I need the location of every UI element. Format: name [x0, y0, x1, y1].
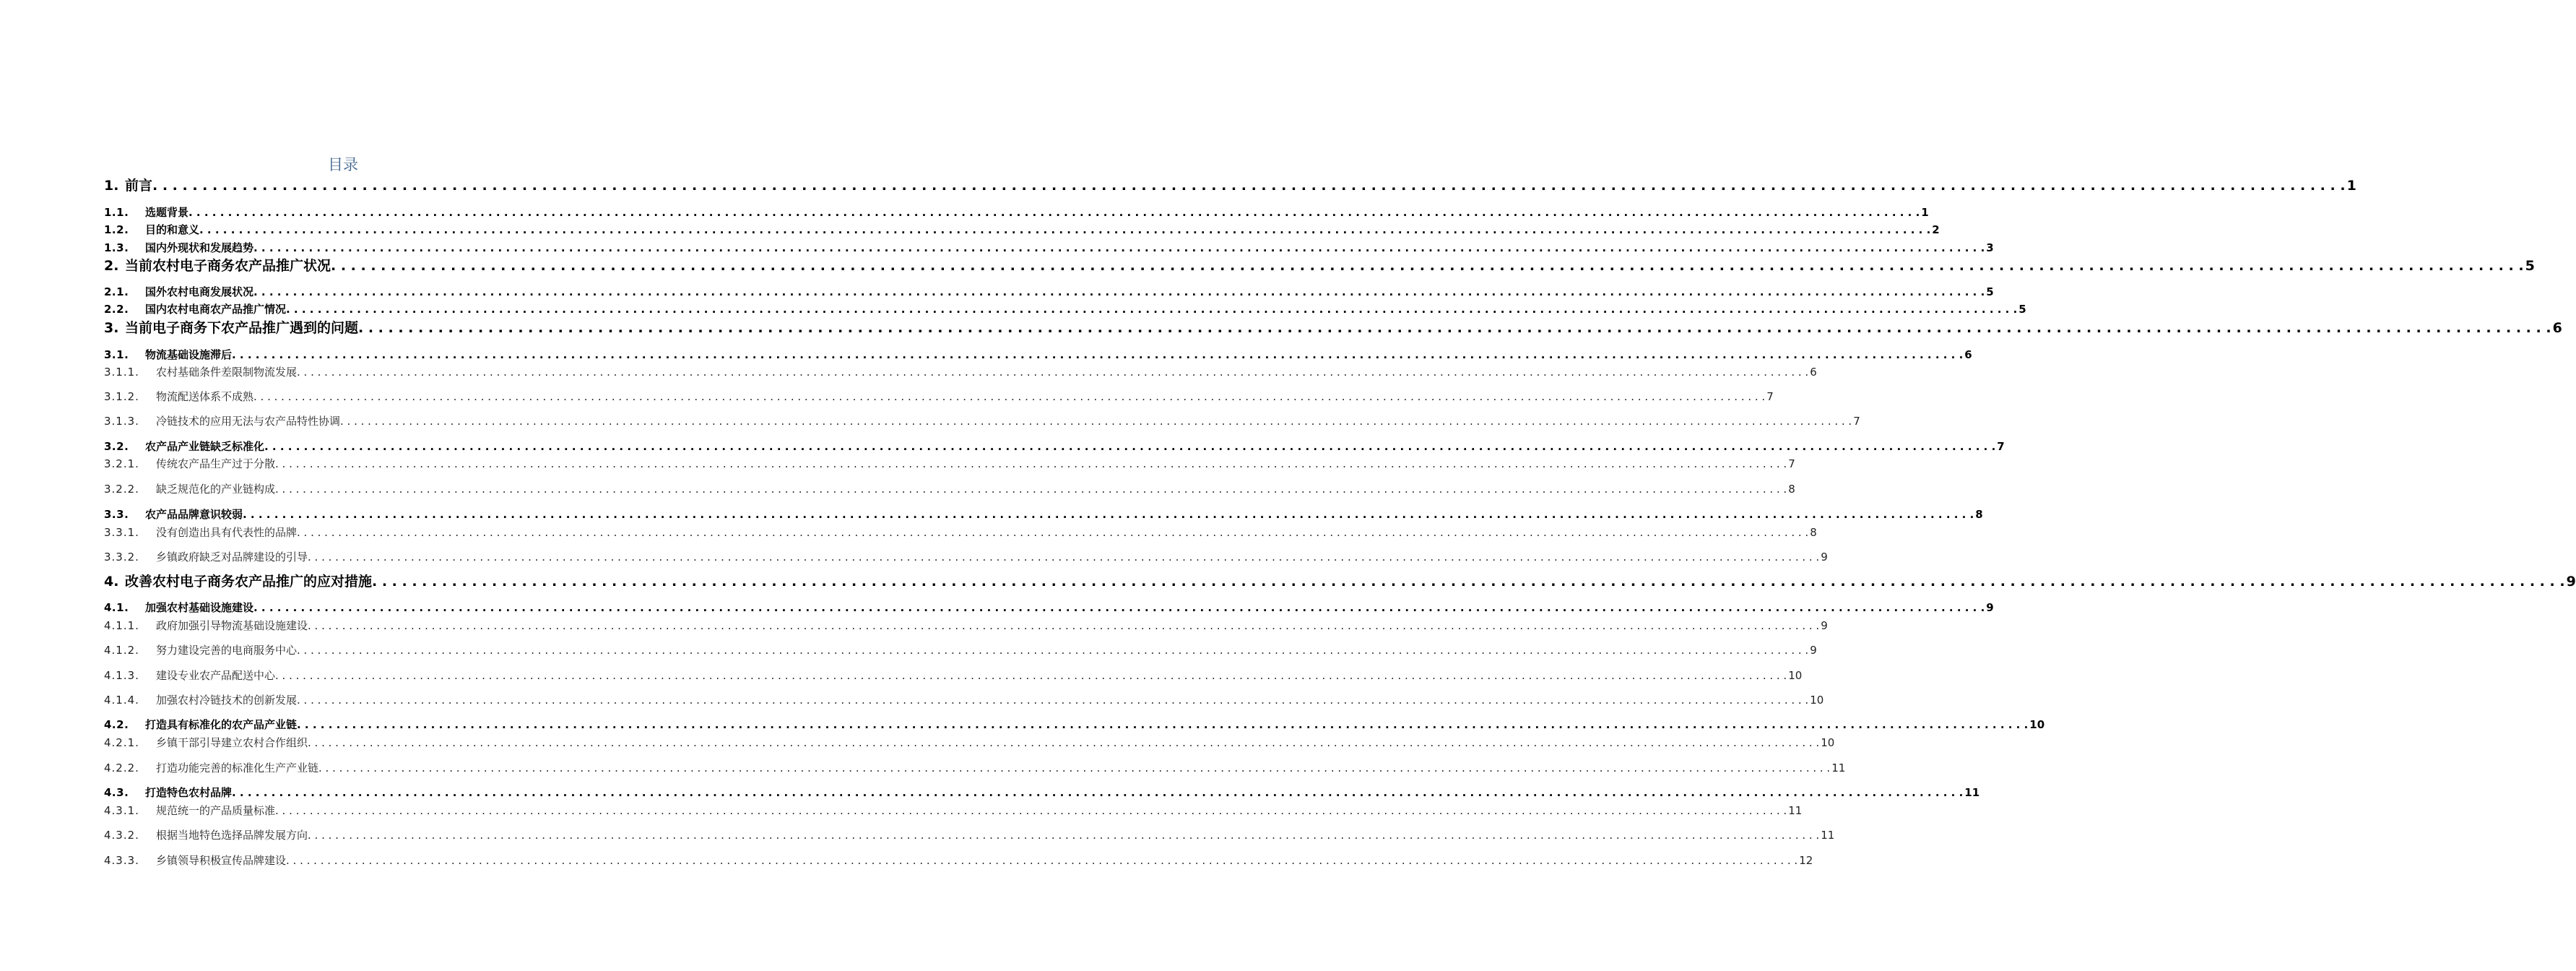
toc-dot-leader: . . . . . . . . . . . . . . . . . . . . . . . . . . . . . . . . . . . . . . . . . . . . . . . . . . . . . . . . . . . . . . . . . . . . . . . . . . . . . . . . . . . . . . . . . . . . . . . . . . . . . . . . . . . . . . . . . . . . . . . . . . . . . . . . . . . . . . . . . . . . . . . . . . . . . . . . . . . . . . . . . . . . . . . . . . . . . . . . . . . . . . . . . . . . . . . . . . . . . . . . . . . . . . . . . . . . . . . . . . . .: [297, 718, 2029, 731]
toc-entry-page: 6: [1964, 348, 1972, 361]
toc-entry-number: 4.3.1.: [104, 804, 139, 817]
toc-entry-title: 乡镇干部引导建立农村合作组织: [156, 736, 308, 749]
toc-dot-leader: . . . . . . . . . . . . . . . . . . . . . . . . . . . . . . . . . . . . . . . . . . . . . . . . . . . . . . . . . . . . . . . . . . . . . . . . . . . . . . . . . . . . . . . . . . . . . . . . . . . . . . . . . . . . . . . . . . . . . . . . . . . . . . . . . . . . . . . . . . . . . . . . . . . . . . . . . . . . . . . . . . . . . . . . . . . . . . . . . . . . . . . . . . . . . . . . . . . . . . . . . . . . . . . . . . . . . . . . . . . .: [308, 551, 1820, 564]
toc-entry-title: 加强农村基础设施建设: [145, 601, 254, 614]
toc-entry-number: 3.2.: [104, 440, 129, 453]
toc-entry-title: 改善农村电子商务农产品推广的应对措施: [125, 574, 373, 590]
toc-entry-page: 7: [1997, 440, 2005, 453]
toc-entry[interactable]: [104, 717, 2045, 732]
toc-dot-leader: . . . . . . . . . . . . . . . . . . . . . . . . . . . . . . . . . . . . . . . . . . . . . . . . . . . . . . . . . . . . . . . . . . . . . . . . . . . . . . . . . . . . . . . . . . . . . . . . . . . . . . . . . . . . . . . . . . . . . . . . . . . . . . . . . . . . . . . . . . . . . . . . . . . . . . . . . . . . . . . . . . . . . . . . . . . . . . . . . . . . . . . . . . . . . . . . . . . . . . . . . . . . . . . . . . . . . . . . . . . .: [286, 854, 1798, 867]
toc-entry-title: 规范统一的产品质量标准: [156, 804, 276, 817]
toc-dot-leader: . . . . . . . . . . . . . . . . . . . . . . . . . . . . . . . . . . . . . . . . . . . . . . . . . . . . . . . . . . . . . . . . . . . . . . . . . . . . . . . . . . . . . . . . . . . . . . . . . . . . . . . . . . . . . . . . . . . . . . . . . . . . . . . . . . . . . . . . . . . . . . . . . . . . . . . . . . . . . . . . . . . . . . . . . . . . . . . . . . . . . . . . . . . . . . . . . . . . . . . . . . . . . . . . . . . . . . . . . . . .: [188, 206, 1920, 219]
toc-dot-leader: . . . . . . . . . . . . . . . . . . . . . . . . . . . . . . . . . . . . . . . . . . . . . . . . . . . . . . . . . . . . . . . . . . . . . . . . . . . . . . . . . . . . . . . . . . . . . . . . . . . . . . . . . . . . . . . . . . . . . . . . . . . . . . . . . . . . . . . . . . . . . . . . . . . . . . . . . . . . . . . . . . . . . . . . . . . . . . . . . . . . . . . . . . . . . . . . . . . . . . . . . . . . . . . . . . . . . . . . . . . .: [297, 694, 1809, 707]
toc-entry-number: 1.: [104, 178, 119, 194]
toc-entry[interactable]: [104, 600, 1994, 615]
toc-dot-leader: . . . . . . . . . . . . . . . . . . . . . . . . . . . . . . . . . . . . . . . . . . . . . . . . . . . . . . . . . . . . . . . . . . . . . . . . . . . . . . . . . . . . . . . . . . . . . . . . . . . . . . . . . . . . . . . . . . . . . . . . . . . . . . . . . . . . . . . . . . . . . . . . . . . . . . . . . . . . . . . . . . . . . . . . . . . . . . . . . . . . . . . . . . . . . . . . . . . . . . . . . . . . . . . . . . . . . . . . . . . .: [152, 178, 2346, 194]
toc-entry[interactable]: [104, 241, 1994, 255]
toc-entry[interactable]: [104, 319, 2562, 337]
toc-entry-page: 6: [2552, 320, 2562, 336]
toc-entry-title: 选题背景: [145, 206, 189, 219]
toc-entry-number: 2.: [104, 258, 119, 274]
toc-entry-title: 国内外现状和发展趋势: [145, 241, 254, 254]
toc-entry-number: 3.3.2.: [104, 551, 139, 564]
toc-entry-number: 3.1.2.: [104, 390, 139, 403]
toc-dot-leader: . . . . . . . . . . . . . . . . . . . . . . . . . . . . . . . . . . . . . . . . . . . . . . . . . . . . . . . . . . . . . . . . . . . . . . . . . . . . . . . . . . . . . . . . . . . . . . . . . . . . . . . . . . . . . . . . . . . . . . . . . . . . . . . . . . . . . . . . . . . . . . . . . . . . . . . . . . . . . . . . . . . . . . . . . . . . . . . . . . . . . . . . . . . . . . . . . . . . . . . . . . . . . . . . . . . . . . . . . . . .: [297, 644, 1809, 657]
toc-entry[interactable]: [104, 302, 2026, 316]
toc-entry-page: 2: [1932, 223, 1940, 236]
toc-entry-number: 4.3.: [104, 786, 129, 799]
toc-entry-page: 9: [1810, 644, 1817, 657]
toc-entry[interactable]: [104, 572, 2576, 591]
toc-entry-page: 11: [1821, 829, 1835, 842]
toc-entry[interactable]: [104, 785, 1980, 800]
toc-dot-leader: . . . . . . . . . . . . . . . . . . . . . . . . . . . . . . . . . . . . . . . . . . . . . . . . . . . . . . . . . . . . . . . . . . . . . . . . . . . . . . . . . . . . . . . . . . . . . . . . . . . . . . . . . . . . . . . . . . . . . . . . . . . . . . . . . . . . . . . . . . . . . . . . . . . . . . . . . . . . . . . . . . . . . . . . . . . . . . . . . . . . . . . . . . . . . . . . . . . . . . . . . . . . . . . . . . . . . . . . . . . .: [199, 223, 1931, 236]
toc-entry-page: 9: [2566, 574, 2576, 590]
toc-dot-leader: . . . . . . . . . . . . . . . . . . . . . . . . . . . . . . . . . . . . . . . . . . . . . . . . . . . . . . . . . . . . . . . . . . . . . . . . . . . . . . . . . . . . . . . . . . . . . . . . . . . . . . . . . . . . . . . . . . . . . . . . . . . . . . . . . . . . . . . . . . . . . . . . . . . . . . . . . . . . . . . . . . . . . . . . . . . . . . . . . . . . . . . . . . . . . . . . . . . . . . . . . . . . . . . . . . . . . . . . . . . .: [275, 669, 1787, 682]
toc-entry-number: 3.1.3.: [104, 415, 139, 428]
toc-entry[interactable]: [104, 457, 1795, 471]
toc-entry-page: 7: [1788, 457, 1795, 470]
toc-entry[interactable]: [104, 348, 1972, 362]
toc-dot-leader: . . . . . . . . . . . . . . . . . . . . . . . . . . . . . . . . . . . . . . . . . . . . . . . . . . . . . . . . . . . . . . . . . . . . . . . . . . . . . . . . . . . . . . . . . . . . . . . . . . . . . . . . . . . . . . . . . . . . . . . . . . . . . . . . . . . . . . . . . . . . . . . . . . . . . . . . . . . . . . . . . . . . . . . . . . . . . . . . . . . . . . . . . . . . . . . . . . . . . . . . . . . . . . . . . . . . . . . . . . . .: [232, 786, 1964, 799]
toc-entry-page: 5: [2018, 303, 2026, 316]
toc-dot-leader: . . . . . . . . . . . . . . . . . . . . . . . . . . . . . . . . . . . . . . . . . . . . . . . . . . . . . . . . . . . . . . . . . . . . . . . . . . . . . . . . . . . . . . . . . . . . . . . . . . . . . . . . . . . . . . . . . . . . . . . . . . . . . . . . . . . . . . . . . . . . . . . . . . . . . . . . . . . . . . . . . . . . . . . . . . . . . . . . . . . . . . . . . . . . . . . . . . . . . . . . . . . . . . . . . . . . . . . . . . . .: [297, 526, 1809, 539]
toc-entry-number: 3.2.1.: [104, 457, 139, 470]
toc-dot-leader: . . . . . . . . . . . . . . . . . . . . . . . . . . . . . . . . . . . . . . . . . . . . . . . . . . . . . . . . . . . . . . . . . . . . . . . . . . . . . . . . . . . . . . . . . . . . . . . . . . . . . . . . . . . . . . . . . . . . . . . . . . . . . . . . . . . . . . . . . . . . . . . . . . . . . . . . . . . . . . . . . . . . . . . . . . . . . . . . . . . . . . . . . . . . . . . . . . . . . . . . . . . . . . . . . . . . . . . . . . . .: [308, 829, 1820, 842]
toc-entry-title: 冷链技术的应用无法与农产品特性协调: [156, 415, 341, 428]
toc-entry-page: 7: [1766, 390, 1774, 403]
toc-entry[interactable]: [104, 389, 1774, 404]
toc-dot-leader: . . . . . . . . . . . . . . . . . . . . . . . . . . . . . . . . . . . . . . . . . . . . . . . . . . . . . . . . . . . . . . . . . . . . . . . . . . . . . . . . . . . . . . . . . . . . . . . . . . . . . . . . . . . . . . . . . . . . . . . . . . . . . . . . . . . . . . . . . . . . . . . . . . . . . . . . . . . . . . . . . . . . . . . . . . . . . . . . . . . . . . . . . . . . . . . . . . . . . . . . . . . . . . . . . . . . . . . . . . . .: [243, 508, 1974, 521]
toc-entry-number: 4.1.2.: [104, 644, 139, 657]
toc-entry-title: 国内农村电商农产品推广情况: [145, 303, 287, 316]
toc-entry-number: 4.1.4.: [104, 694, 139, 707]
toc-entry-number: 3.1.1.: [104, 366, 139, 379]
toc-entry-title: 农产品品牌意识较弱: [145, 508, 243, 521]
toc-entry[interactable]: [104, 439, 2005, 454]
toc-dot-leader: . . . . . . . . . . . . . . . . . . . . . . . . . . . . . . . . . . . . . . . . . . . . . . . . . . . . . . . . . . . . . . . . . . . . . . . . . . . . . . . . . . . . . . . . . . . . . . . . . . . . . . . . . . . . . . . . . . . . . . . . . . . . . . . . . . . . . . . . . . . . . . . . . . . . . . . . . . . . . . . . . . . . . . . . . . . . . . . . . . . . . . . . . . . . . . . . . . . . . . . . . . . . . . . . . . . . . . . . . . . .: [331, 258, 2524, 274]
toc-entry[interactable]: [104, 803, 1803, 818]
toc-entry[interactable]: [104, 414, 1860, 428]
toc-entry-page: 1: [2346, 178, 2356, 194]
toc-entry[interactable]: [104, 735, 1835, 750]
toc-entry[interactable]: [104, 828, 1835, 842]
toc-entry-number: 4.: [104, 574, 119, 590]
toc-entry-number: 4.1.3.: [104, 669, 139, 682]
toc-entry-title: 物流配送体系不成熟: [156, 390, 254, 403]
toc-entry[interactable]: [104, 643, 1817, 657]
toc-entry-title: 乡镇政府缺乏对品牌建设的引导: [156, 551, 308, 564]
toc-entry-number: 4.2.1.: [104, 736, 139, 749]
toc-entry-page: 10: [2029, 718, 2045, 731]
toc-entry-title: 根据当地特色选择品牌发展方向: [156, 829, 308, 842]
toc-entry-page: 8: [1975, 508, 1983, 521]
toc-entry[interactable]: [104, 618, 1828, 633]
toc-entry-number: 2.2.: [104, 303, 129, 316]
toc-dot-leader: . . . . . . . . . . . . . . . . . . . . . . . . . . . . . . . . . . . . . . . . . . . . . . . . . . . . . . . . . . . . . . . . . . . . . . . . . . . . . . . . . . . . . . . . . . . . . . . . . . . . . . . . . . . . . . . . . . . . . . . . . . . . . . . . . . . . . . . . . . . . . . . . . . . . . . . . . . . . . . . . . . . . . . . . . . . . . . . . . . . . . . . . . . . . . . . . . . . . . . . . . . . . . . . . . . . . . . . . . . . .: [275, 457, 1787, 470]
toc-dot-leader: . . . . . . . . . . . . . . . . . . . . . . . . . . . . . . . . . . . . . . . . . . . . . . . . . . . . . . . . . . . . . . . . . . . . . . . . . . . . . . . . . . . . . . . . . . . . . . . . . . . . . . . . . . . . . . . . . . . . . . . . . . . . . . . . . . . . . . . . . . . . . . . . . . . . . . . . . . . . . . . . . . . . . . . . . . . . . . . . . . . . . . . . . . . . . . . . . . . . . . . . . . . . . . . . . . . . . . . . . . . .: [253, 390, 1766, 403]
toc-entry[interactable]: [104, 507, 1983, 522]
toc-entry-page: 7: [1853, 415, 1860, 428]
toc-entry-page: 10: [1810, 694, 1824, 707]
toc-entry-title: 加强农村冷链技术的创新发展: [156, 694, 298, 707]
toc-dot-leader: . . . . . . . . . . . . . . . . . . . . . . . . . . . . . . . . . . . . . . . . . . . . . . . . . . . . . . . . . . . . . . . . . . . . . . . . . . . . . . . . . . . . . . . . . . . . . . . . . . . . . . . . . . . . . . . . . . . . . . . . . . . . . . . . . . . . . . . . . . . . . . . . . . . . . . . . . . . . . . . . . . . . . . . . . . . . . . . . . . . . . . . . . . . . . . . . . . . . . . . . . . . . . . . . . . . . . . . . . . . .: [275, 804, 1787, 817]
toc-dot-leader: . . . . . . . . . . . . . . . . . . . . . . . . . . . . . . . . . . . . . . . . . . . . . . . . . . . . . . . . . . . . . . . . . . . . . . . . . . . . . . . . . . . . . . . . . . . . . . . . . . . . . . . . . . . . . . . . . . . . . . . . . . . . . . . . . . . . . . . . . . . . . . . . . . . . . . . . . . . . . . . . . . . . . . . . . . . . . . . . . . . . . . . . . . . . . . . . . . . . . . . . . . . . . . . . . . . . . . . . . . . .: [232, 348, 1964, 361]
toc-entry-title: 政府加强引导物流基础设施建设: [156, 619, 308, 632]
toc-entry-title: 国外农村电商发展状况: [145, 285, 254, 298]
toc-entry[interactable]: [104, 365, 1817, 379]
toc-entry-number: 4.1.: [104, 601, 129, 614]
toc-dot-leader: . . . . . . . . . . . . . . . . . . . . . . . . . . . . . . . . . . . . . . . . . . . . . . . . . . . . . . . . . . . . . . . . . . . . . . . . . . . . . . . . . . . . . . . . . . . . . . . . . . . . . . . . . . . . . . . . . . . . . . . . . . . . . . . . . . . . . . . . . . . . . . . . . . . . . . . . . . . . . . . . . . . . . . . . . . . . . . . . . . . . . . . . . . . . . . . . . . . . . . . . . . . . . . . . . . . . . . . . . . . .: [264, 440, 1996, 453]
toc-entry[interactable]: [104, 693, 1824, 707]
toc-entry-page: 12: [1799, 854, 1813, 867]
toc-entry[interactable]: [104, 525, 1817, 540]
toc-entry-page: 9: [1986, 601, 1994, 614]
toc-entry[interactable]: [104, 205, 1929, 220]
toc-entry-title: 没有创造出具有代表性的品牌: [156, 526, 298, 539]
toc-entry-page: 11: [1788, 804, 1803, 817]
toc-entry-title: 物流基础设施滞后: [145, 348, 233, 361]
toc-entry-number: 4.3.2.: [104, 829, 139, 842]
toc-entry-title: 农产品产业链缺乏标准化: [145, 440, 265, 453]
toc-entry-page: 11: [1831, 761, 1846, 774]
toc-entry-number: 4.2.: [104, 718, 129, 731]
toc-entry-page: 10: [1821, 736, 1835, 749]
toc-entry-page: 9: [1821, 551, 1828, 564]
toc-entry-number: 4.3.3.: [104, 854, 139, 867]
toc-entry-page: 5: [1986, 285, 1994, 298]
toc-entry-title: 打造特色农村品牌: [145, 786, 233, 799]
toc-entry-title: 目的和意义: [145, 223, 200, 236]
toc-entry[interactable]: [104, 853, 1813, 868]
toc-dot-leader: . . . . . . . . . . . . . . . . . . . . . . . . . . . . . . . . . . . . . . . . . . . . . . . . . . . . . . . . . . . . . . . . . . . . . . . . . . . . . . . . . . . . . . . . . . . . . . . . . . . . . . . . . . . . . . . . . . . . . . . . . . . . . . . . . . . . . . . . . . . . . . . . . . . . . . . . . . . . . . . . . . . . . . . . . . . . . . . . . . . . . . . . . . . . . . . . . . . . . . . . . . . . . . . . . . . . . . . . . . . .: [318, 761, 1831, 774]
toc-entry[interactable]: [104, 550, 1828, 564]
toc-entry-number: 1.1.: [104, 206, 129, 219]
toc-entry-title: 打造功能完善的标准化生产产业链: [156, 761, 319, 774]
toc-entry-number: 4.2.2.: [104, 761, 139, 774]
toc-dot-leader: . . . . . . . . . . . . . . . . . . . . . . . . . . . . . . . . . . . . . . . . . . . . . . . . . . . . . . . . . . . . . . . . . . . . . . . . . . . . . . . . . . . . . . . . . . . . . . . . . . . . . . . . . . . . . . . . . . . . . . . . . . . . . . . . . . . . . . . . . . . . . . . . . . . . . . . . . . . . . . . . . . . . . . . . . . . . . . . . . . . . . . . . . . . . . . . . . . . . . . . . . . . . . . . . . . . . . . . . . . . .: [275, 483, 1787, 496]
toc-entry-title: 乡镇领导积极宣传品牌建设: [156, 854, 287, 867]
toc-dot-leader: . . . . . . . . . . . . . . . . . . . . . . . . . . . . . . . . . . . . . . . . . . . . . . . . . . . . . . . . . . . . . . . . . . . . . . . . . . . . . . . . . . . . . . . . . . . . . . . . . . . . . . . . . . . . . . . . . . . . . . . . . . . . . . . . . . . . . . . . . . . . . . . . . . . . . . . . . . . . . . . . . . . . . . . . . . . . . . . . . . . . . . . . . . . . . . . . . . . . . . . . . . . . . . . . . . . . . . . . . . . .: [253, 285, 1985, 298]
toc-entry-page: 8: [1810, 526, 1817, 539]
toc-entry-number: 3.1.: [104, 348, 129, 361]
toc-entry-page: 8: [1788, 483, 1795, 496]
toc-dot-leader: . . . . . . . . . . . . . . . . . . . . . . . . . . . . . . . . . . . . . . . . . . . . . . . . . . . . . . . . . . . . . . . . . . . . . . . . . . . . . . . . . . . . . . . . . . . . . . . . . . . . . . . . . . . . . . . . . . . . . . . . . . . . . . . . . . . . . . . . . . . . . . . . . . . . . . . . . . . . . . . . . . . . . . . . . . . . . . . . . . . . . . . . . . . . . . . . . . . . . . . . . . . . . . . . . . . . . . . . . . . .: [372, 574, 2565, 590]
toc-dot-leader: . . . . . . . . . . . . . . . . . . . . . . . . . . . . . . . . . . . . . . . . . . . . . . . . . . . . . . . . . . . . . . . . . . . . . . . . . . . . . . . . . . . . . . . . . . . . . . . . . . . . . . . . . . . . . . . . . . . . . . . . . . . . . . . . . . . . . . . . . . . . . . . . . . . . . . . . . . . . . . . . . . . . . . . . . . . . . . . . . . . . . . . . . . . . . . . . . . . . . . . . . . . . . . . . . . . . . . . . . . . .: [253, 601, 1985, 614]
toc-dot-leader: . . . . . . . . . . . . . . . . . . . . . . . . . . . . . . . . . . . . . . . . . . . . . . . . . . . . . . . . . . . . . . . . . . . . . . . . . . . . . . . . . . . . . . . . . . . . . . . . . . . . . . . . . . . . . . . . . . . . . . . . . . . . . . . . . . . . . . . . . . . . . . . . . . . . . . . . . . . . . . . . . . . . . . . . . . . . . . . . . . . . . . . . . . . . . . . . . . . . . . . . . . . . . . . . . . . . . . . . . . . .: [308, 619, 1820, 632]
toc-entry-title: 建设专业农产品配送中心: [156, 669, 276, 682]
toc-entry-title: 前言: [125, 178, 153, 194]
toc-entry-number: 3.: [104, 320, 119, 336]
toc-entry-page: 9: [1821, 619, 1828, 632]
toc-entry-title: 缺乏规范化的产业链构成: [156, 483, 276, 496]
toc-entry[interactable]: [104, 668, 1803, 683]
toc-dot-leader: . . . . . . . . . . . . . . . . . . . . . . . . . . . . . . . . . . . . . . . . . . . . . . . . . . . . . . . . . . . . . . . . . . . . . . . . . . . . . . . . . . . . . . . . . . . . . . . . . . . . . . . . . . . . . . . . . . . . . . . . . . . . . . . . . . . . . . . . . . . . . . . . . . . . . . . . . . . . . . . . . . . . . . . . . . . . . . . . . . . . . . . . . . . . . . . . . . . . . . . . . . . . . . . . . . . . . . . . . . . .: [286, 303, 2018, 316]
toc-entry-title: 打造具有标准化的农产品产业链: [145, 718, 298, 731]
toc-entry-title: 当前电子商务下农产品推广遇到的问题: [125, 320, 359, 336]
toc-dot-leader: . . . . . . . . . . . . . . . . . . . . . . . . . . . . . . . . . . . . . . . . . . . . . . . . . . . . . . . . . . . . . . . . . . . . . . . . . . . . . . . . . . . . . . . . . . . . . . . . . . . . . . . . . . . . . . . . . . . . . . . . . . . . . . . . . . . . . . . . . . . . . . . . . . . . . . . . . . . . . . . . . . . . . . . . . . . . . . . . . . . . . . . . . . . . . . . . . . . . . . . . . . . . . . . . . . . . . . . . . . . .: [308, 736, 1820, 749]
toc-entry-number: 3.2.2.: [104, 483, 139, 496]
toc-entry-page: 6: [1810, 366, 1817, 379]
toc-entry-page: 5: [2525, 258, 2535, 274]
toc-entry-number: 1.3.: [104, 241, 129, 254]
toc-entry[interactable]: [104, 761, 1846, 775]
toc-entry[interactable]: [104, 176, 2356, 195]
toc-dot-leader: . . . . . . . . . . . . . . . . . . . . . . . . . . . . . . . . . . . . . . . . . . . . . . . . . . . . . . . . . . . . . . . . . . . . . . . . . . . . . . . . . . . . . . . . . . . . . . . . . . . . . . . . . . . . . . . . . . . . . . . . . . . . . . . . . . . . . . . . . . . . . . . . . . . . . . . . . . . . . . . . . . . . . . . . . . . . . . . . . . . . . . . . . . . . . . . . . . . . . . . . . . . . . . . . . . . . . . . . . . . .: [340, 415, 1852, 428]
toc-entry[interactable]: [104, 482, 1795, 496]
toc-entry-number: 2.1.: [104, 285, 129, 298]
toc-entry-number: 3.3.1.: [104, 526, 139, 539]
toc-entry-number: 3.3.: [104, 508, 129, 521]
toc-dot-leader: . . . . . . . . . . . . . . . . . . . . . . . . . . . . . . . . . . . . . . . . . . . . . . . . . . . . . . . . . . . . . . . . . . . . . . . . . . . . . . . . . . . . . . . . . . . . . . . . . . . . . . . . . . . . . . . . . . . . . . . . . . . . . . . . . . . . . . . . . . . . . . . . . . . . . . . . . . . . . . . . . . . . . . . . . . . . . . . . . . . . . . . . . . . . . . . . . . . . . . . . . . . . . . . . . . . . . . . . . . . .: [358, 320, 2551, 336]
toc-dot-leader: . . . . . . . . . . . . . . . . . . . . . . . . . . . . . . . . . . . . . . . . . . . . . . . . . . . . . . . . . . . . . . . . . . . . . . . . . . . . . . . . . . . . . . . . . . . . . . . . . . . . . . . . . . . . . . . . . . . . . . . . . . . . . . . . . . . . . . . . . . . . . . . . . . . . . . . . . . . . . . . . . . . . . . . . . . . . . . . . . . . . . . . . . . . . . . . . . . . . . . . . . . . . . . . . . . . . . . . . . . . .: [253, 241, 1985, 254]
toc-entry-title: 努力建设完善的电商服务中心: [156, 644, 298, 657]
toc-title: 目录: [328, 156, 358, 173]
toc-dot-leader: . . . . . . . . . . . . . . . . . . . . . . . . . . . . . . . . . . . . . . . . . . . . . . . . . . . . . . . . . . . . . . . . . . . . . . . . . . . . . . . . . . . . . . . . . . . . . . . . . . . . . . . . . . . . . . . . . . . . . . . . . . . . . . . . . . . . . . . . . . . . . . . . . . . . . . . . . . . . . . . . . . . . . . . . . . . . . . . . . . . . . . . . . . . . . . . . . . . . . . . . . . . . . . . . . . . . . . . . . . . .: [297, 366, 1809, 379]
toc-entry-number: 4.1.1.: [104, 619, 139, 632]
toc-entry-page: 1: [1921, 206, 1929, 219]
toc-entry-title: 传统农产品生产过于分散: [156, 457, 276, 470]
toc-entry-page: 11: [1964, 786, 1980, 799]
toc-entry[interactable]: [104, 256, 2535, 275]
toc-entry[interactable]: [104, 285, 1994, 299]
toc-entry-page: 10: [1788, 669, 1803, 682]
toc-entry-page: 3: [1986, 241, 1994, 254]
toc-entry-title: 农村基础条件差限制物流发展: [156, 366, 298, 379]
toc-entry-number: 1.2.: [104, 223, 129, 236]
toc-entry-title: 当前农村电子商务农产品推广状况: [125, 258, 331, 274]
toc-entry[interactable]: [104, 223, 1940, 237]
